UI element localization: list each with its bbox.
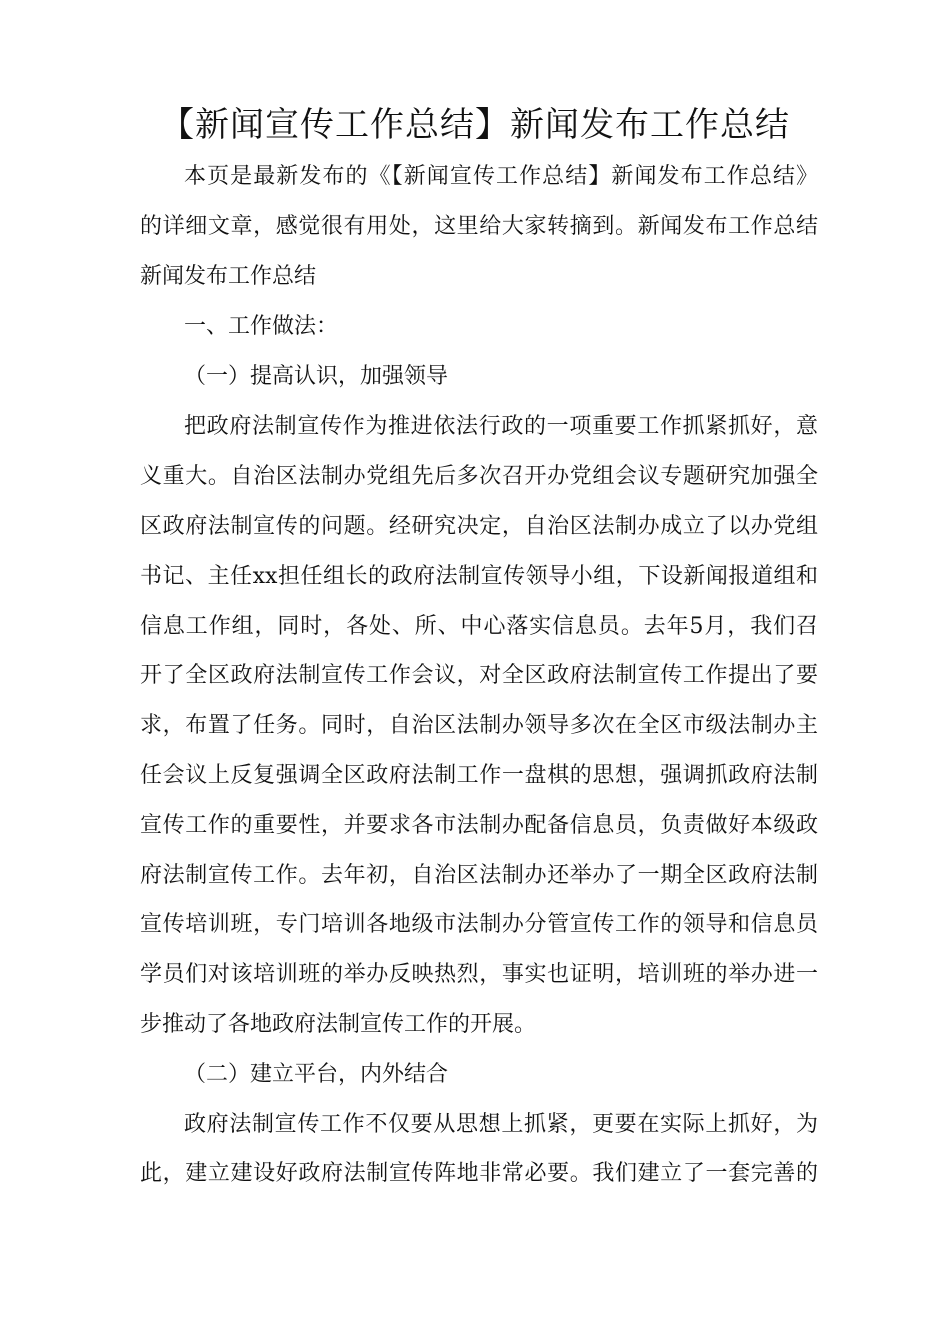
paragraph-line: 宣传培训班，专门培训各地级市法制办分管宣传工作的领导和信息员 [140,912,818,937]
paragraph-line: 宣传工作的重要性，并要求各市法制办配备信息员，负责做好本级政 [140,813,818,838]
paragraph-line: 任会议上反复强调全区政府法制工作一盘棋的思想，强调抓政府法制 [140,763,818,788]
paragraph-line: 义重大。自治区法制办党组先后多次召开办党组会议专题研究加强全 [140,464,818,489]
document-title: 【新闻宣传工作总结】新闻发布工作总结 [160,105,790,145]
paragraph-line: 新闻发布工作总结 [140,264,317,289]
paragraph-line: 政府法制宣传工作不仅要从思想上抓紧，更要在实际上抓好，为 [184,1112,818,1137]
paragraph-line: 的详细文章，感觉很有用处，这里给大家转摘到。新闻发布工作总结 [140,214,818,239]
paragraph-line: 开了全区政府法制宣传工作会议，对全区政府法制宣传工作提出了要 [140,663,818,688]
paragraph-line: 此，建立建设好政府法制宣传阵地非常必要。我们建立了一套完善的 [140,1161,818,1186]
subsection-heading: （一）提高认识，加强领导 [184,364,449,389]
paragraph-line: 信息工作组，同时，各处、所、中心落实信息员。去年5月，我们召 [140,614,818,639]
paragraph-line: 求，布置了任务。同时，自治区法制办领导多次在全区市级法制办主 [140,713,818,738]
subsection-heading: （二）建立平台，内外结合 [184,1062,449,1087]
paragraph-line: 区政府法制宣传的问题。经研究决定，自治区法制办成立了以办党组 [140,514,818,539]
paragraph-line: 把政府法制宣传作为推进依法行政的一项重要工作抓紧抓好，意 [184,414,818,439]
paragraph-line: 府法制宣传工作。去年初，自治区法制办还举办了一期全区政府法制 [140,863,818,888]
paragraph-line: 书记、主任xx担任组长的政府法制宣传领导小组，下设新闻报道组和 [140,564,818,589]
paragraph-line: 本页是最新发布的《【新闻宣传工作总结】新闻发布工作总结》 [184,164,818,189]
paragraph-line: 步推动了各地政府法制宣传工作的开展。 [140,1012,537,1037]
section-heading: 一、工作做法： [184,314,339,339]
paragraph-line: 学员们对该培训班的举办反映热烈，事实也证明，培训班的举办进一 [140,962,818,987]
